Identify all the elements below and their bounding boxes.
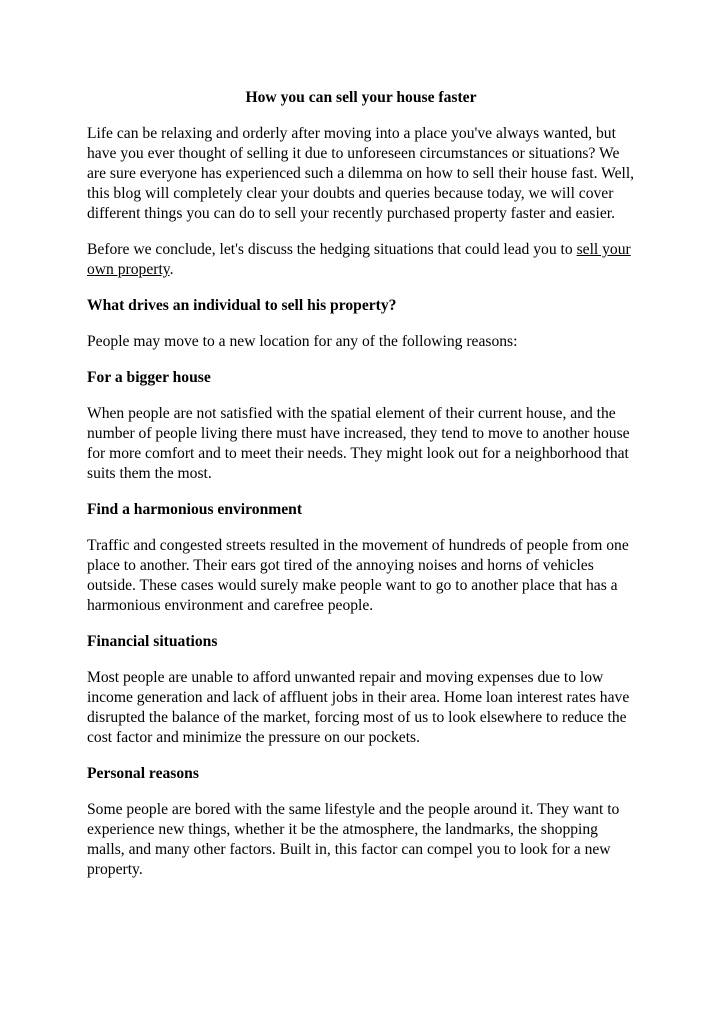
before-text: Before we conclude, let's discuss the hedging situations that could lead you to — [87, 241, 577, 258]
section-heading-bigger-house: For a bigger house — [87, 369, 211, 386]
section-heading-financial: Financial situations — [87, 633, 218, 650]
section-text-harmonious: Traffic and congested streets resulted in the movement of hundreds of people from one place to another. Their ears got tired of the annoying noises and horns of vehicles outside. These cases would surely make people want to go to another place that has a harmonious environment and carefree people. — [87, 537, 629, 614]
section-heading-harmonious: Find a harmonious environment — [87, 501, 303, 518]
before-period: . — [169, 261, 174, 278]
intro-paragraph: Life can be relaxing and orderly after moving into a place you've always wanted, but have you ever thought of selling it due to unforeseen circumstances or situations? We are sure everyone has experienced such a dilemma on how to sell their house fast. Well, this blog will completely clear your doubts and queries because today, we will cover different things you can do to sell your recently purchased property faster and easier. — [87, 125, 635, 222]
section-text-bigger-house: When people are not satisfied with the spatial element of their current house, and the number of people living there must have increased, they tend to move to another house for more comfort and to meet their needs. They might look out for a neighborhood that suits them the most. — [87, 405, 630, 482]
section-heading-personal: Personal reasons — [87, 765, 199, 782]
document-page — [87, 88, 635, 896]
document-title: How you can sell your house faster — [245, 89, 477, 106]
sell-property-link[interactable]: sell your own property — [87, 241, 631, 278]
drives-paragraph: People may move to a new location for any of the following reasons: — [87, 333, 518, 350]
before-paragraph — [87, 240, 635, 280]
drives-heading: What drives an individual to sell his property? — [87, 297, 397, 314]
section-text-personal: Some people are bored with the same lifestyle and the people around it. They want to experience new things, whether it be the atmosphere, the landmarks, the shopping malls, and many other factors. Built in, this factor can compel you to look for a new property. — [87, 801, 620, 878]
section-text-financial: Most people are unable to afford unwanted repair and moving expenses due to low income generation and lack of affluent jobs in their area. Home loan interest rates have disrupted the balance of the market, forcing most of us to look elsewhere to reduce the cost factor and minimize the pressure on our pockets. — [87, 669, 630, 746]
